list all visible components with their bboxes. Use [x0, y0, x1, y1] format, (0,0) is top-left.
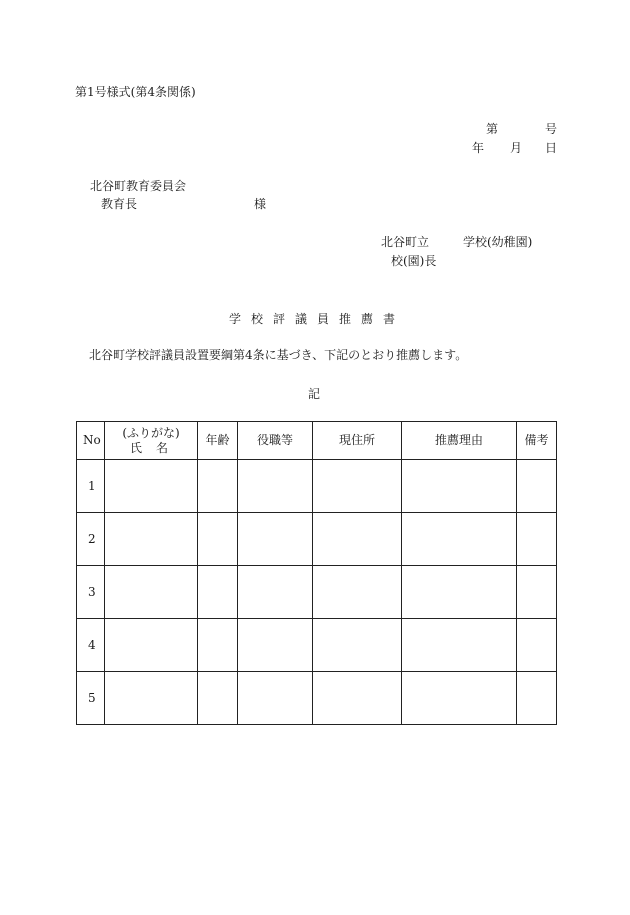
row-number: 4	[77, 619, 105, 672]
remarks-cell[interactable]	[517, 513, 557, 566]
reason-cell[interactable]	[402, 460, 517, 513]
header-name-label: 氏名	[129, 440, 182, 455]
address-cell[interactable]	[313, 566, 402, 619]
age-cell[interactable]	[198, 566, 238, 619]
remarks-cell[interactable]	[517, 566, 557, 619]
row-number: 5	[77, 672, 105, 725]
addressee-title: 教育長	[101, 197, 138, 211]
reason-cell[interactable]	[402, 672, 517, 725]
document-body: 北谷町学校評議員設置要綱第4条に基づき、下記のとおり推薦します。	[89, 348, 468, 362]
table-row	[77, 672, 557, 725]
address-cell[interactable]	[313, 672, 402, 725]
recommendation-table	[76, 421, 557, 725]
sender-school-kind: 学校(幼稚園)	[463, 235, 533, 249]
name-cell[interactable]	[105, 619, 198, 672]
table-row	[77, 619, 557, 672]
document-number-suffix: 号	[545, 122, 558, 136]
position-cell[interactable]	[238, 513, 313, 566]
position-cell[interactable]	[238, 566, 313, 619]
table-row	[77, 513, 557, 566]
sender-town-public: 北谷町立	[381, 235, 430, 249]
remarks-cell[interactable]	[517, 460, 557, 513]
age-cell[interactable]	[198, 460, 238, 513]
age-cell[interactable]	[198, 619, 238, 672]
position-cell[interactable]	[238, 619, 313, 672]
document-number-prefix: 第	[486, 122, 499, 136]
date-year-label: 年	[472, 141, 485, 155]
name-cell[interactable]	[105, 672, 198, 725]
address-cell[interactable]	[313, 513, 402, 566]
remarks-cell[interactable]	[517, 672, 557, 725]
reason-cell[interactable]	[402, 513, 517, 566]
date-day-label: 日	[545, 141, 558, 155]
name-cell[interactable]	[105, 460, 198, 513]
header-remarks: 備考	[517, 422, 557, 460]
name-cell[interactable]	[105, 513, 198, 566]
ki-marker: 記	[308, 387, 321, 401]
date-month-label: 月	[510, 141, 523, 155]
row-number: 1	[77, 460, 105, 513]
document-title: 学校評議員推薦書	[229, 312, 406, 326]
table-row	[77, 460, 557, 513]
table-header-row	[77, 422, 557, 460]
table-row	[77, 566, 557, 619]
reason-cell[interactable]	[402, 566, 517, 619]
header-name	[105, 422, 198, 460]
header-age: 年齢	[198, 422, 238, 460]
header-position: 役職等	[238, 422, 313, 460]
reason-cell[interactable]	[402, 619, 517, 672]
age-cell[interactable]	[198, 672, 238, 725]
header-furigana: (ふりがな)	[122, 425, 180, 440]
remarks-cell[interactable]	[517, 619, 557, 672]
header-reason: 推薦理由	[402, 422, 517, 460]
age-cell[interactable]	[198, 513, 238, 566]
sender-principal: 校(園)長	[391, 254, 437, 268]
addressee-honorific: 様	[254, 197, 267, 211]
row-number: 2	[77, 513, 105, 566]
row-number: 3	[77, 566, 105, 619]
position-cell[interactable]	[238, 460, 313, 513]
address-cell[interactable]	[313, 619, 402, 672]
header-address: 現住所	[313, 422, 402, 460]
header-no: No	[77, 422, 105, 460]
form-number-label: 第1号様式(第4条関係)	[75, 85, 196, 99]
name-cell[interactable]	[105, 566, 198, 619]
addressee-board: 北谷町教育委員会	[90, 179, 187, 193]
address-cell[interactable]	[313, 460, 402, 513]
position-cell[interactable]	[238, 672, 313, 725]
